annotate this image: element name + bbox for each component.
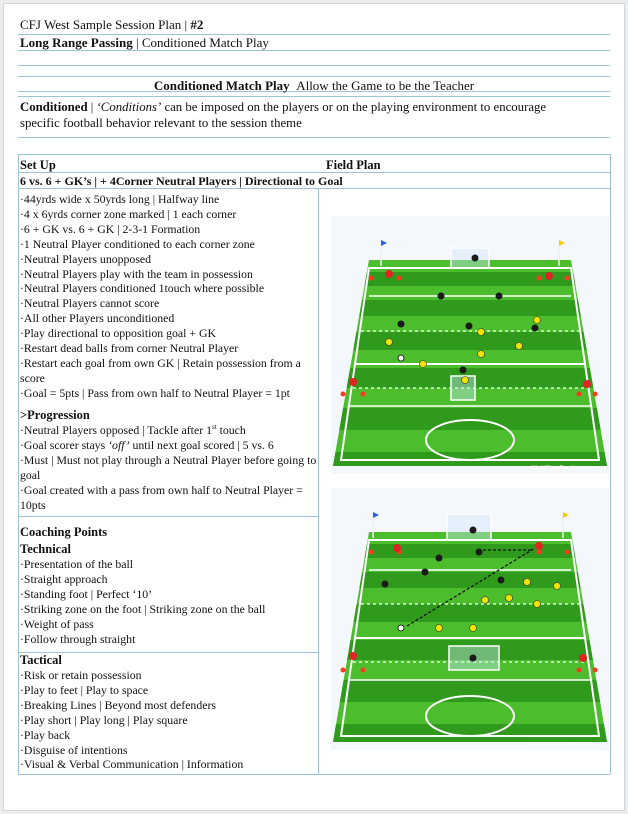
tactical-list: [20, 668, 243, 772]
progression-label: >Progression: [20, 408, 90, 422]
list-item: ·Neutral Players play with the team in possession: [20, 266, 253, 281]
list-item: ·Follow through straight: [20, 631, 136, 646]
header-separator: |: [181, 17, 191, 32]
topic-title: Long Range Passing: [20, 35, 133, 50]
rule: [18, 172, 610, 173]
progression-text: ·Goal scorer stays: [20, 437, 109, 452]
list-item: ·Risk or retain possession: [20, 668, 142, 682]
list-item: ·Neutral Players cannot score: [20, 296, 160, 311]
list-item: ·Breaking Lines | Beyond most defenders: [20, 697, 216, 712]
field-plan-label: Field Plan: [326, 158, 381, 172]
list-item: ·Restart dead balls from corner Neutral Player: [20, 341, 239, 356]
watermark: WorldClassCoaching.com: [531, 742, 595, 748]
field-diagram-1: [331, 216, 609, 474]
column-divider: [610, 154, 611, 774]
list-item: ·1 Neutral Player conditioned to each corner zone: [20, 236, 255, 251]
conditioned-line-2: [20, 116, 302, 131]
formation-title: 6 vs. 6 + GK’s | + 4Corner Neutral Players | Directional to Goal: [20, 174, 343, 188]
coaching-points-label: Coaching Points: [20, 525, 108, 539]
progression-text: touch: [216, 423, 246, 437]
list-item: ·All other Players unconditioned: [20, 311, 175, 326]
list-item: ·Neutral Players unopposed: [20, 251, 152, 266]
rule: [18, 137, 610, 138]
list-item: [20, 423, 318, 438]
topic-subtitle: Conditioned Match Play: [141, 35, 269, 50]
progression-list: [20, 423, 318, 512]
conditions-quote: ‘Conditions’: [96, 100, 162, 114]
rule: [18, 154, 610, 155]
goal-top: [447, 514, 491, 540]
column-divider: [18, 154, 19, 774]
list-item: ·Goal created with a pass from own half to Neutral Player = 10pts: [20, 482, 303, 512]
section-heading-rest: Allow the Game to be the Teacher: [296, 78, 475, 93]
conditioned-label: Conditioned: [20, 100, 88, 114]
rule: [18, 65, 610, 66]
setup-label: Set Up: [20, 158, 56, 172]
watermark: WorldClassCoaching.com: [531, 465, 595, 471]
progression-text: until next goal scored | 5 vs. 6: [129, 437, 274, 452]
rule: [18, 652, 318, 653]
list-item: ·Striking zone on the foot | Striking zone on the ball: [20, 601, 266, 616]
session-plan-page: [3, 3, 625, 811]
list-item: ·Presentation of the ball: [20, 557, 134, 571]
conditioned-separator: |: [87, 100, 97, 114]
progression-text: ·Neutral Players opposed | Tackle after 1: [20, 423, 212, 437]
rule: [18, 774, 610, 775]
rule: [18, 50, 610, 51]
list-item: ·Play back: [20, 727, 71, 742]
list-item: ·Weight of pass: [20, 616, 94, 631]
rule: [18, 516, 318, 517]
conditioned-text-1: can be imposed on the players or on the playing environment to encourage: [164, 100, 547, 114]
section-heading: [4, 78, 624, 93]
list-item: ·Play short | Play long | Play square: [20, 712, 188, 727]
technical-list: [20, 557, 265, 646]
conditioned-line-1: [20, 100, 546, 115]
tactical-label: Tactical: [20, 653, 62, 667]
list-item: ·Straight approach: [20, 571, 108, 586]
field-diagram-2: [331, 488, 609, 750]
ball-icon: [398, 625, 404, 631]
section-heading-bold: Conditioned Match Play: [153, 78, 290, 93]
column-divider: [318, 188, 319, 774]
list-item: [20, 438, 318, 453]
list-item: ·Neutral Players conditioned 1touch where possible: [20, 281, 265, 296]
topic-separator: |: [132, 35, 142, 50]
list-item: ·44yrds wide x 50yrds long | Halfway line: [20, 192, 220, 206]
ball-icon: [398, 355, 404, 361]
list-item: ·Restart each goal from own GK | Retain possession from a score: [20, 355, 301, 385]
list-item: ·6 + GK vs. 6 + GK | 2-3-1 Formation: [20, 221, 201, 236]
rule: [18, 76, 610, 77]
topic-line: [20, 35, 269, 50]
list-item: ·Play directional to opposition goal + GK: [20, 326, 217, 341]
list-item: ·Goal = 5pts | Pass from own half to Neutral Player = 1pt: [20, 385, 290, 400]
ordinal-suffix: st: [211, 423, 217, 432]
technical-label: Technical: [20, 542, 71, 556]
setup-list: [20, 192, 318, 401]
header-line: [20, 17, 203, 32]
list-item: ·Visual & Verbal Communication | Information: [20, 757, 244, 772]
list-item: ·Disguise of intentions: [20, 742, 128, 757]
rule: [18, 96, 610, 97]
off-quote: ‘off’: [108, 437, 130, 452]
list-item: ·Must | Must not play through a Neutral Player before going to goal: [20, 452, 317, 482]
plan-title: CFJ West Sample Session Plan: [20, 17, 182, 32]
goal-top: [451, 248, 489, 268]
conditioned-text-2: specific football behavior relevant to the session theme: [20, 116, 302, 130]
list-item: ·Standing foot | Perfect ‘10’: [20, 586, 153, 601]
list-item: ·Play to feet | Play to space: [20, 682, 149, 697]
list-item: ·4 x 6yrds corner zone marked | 1 each corner: [20, 206, 237, 221]
plan-number: #2: [190, 17, 204, 32]
